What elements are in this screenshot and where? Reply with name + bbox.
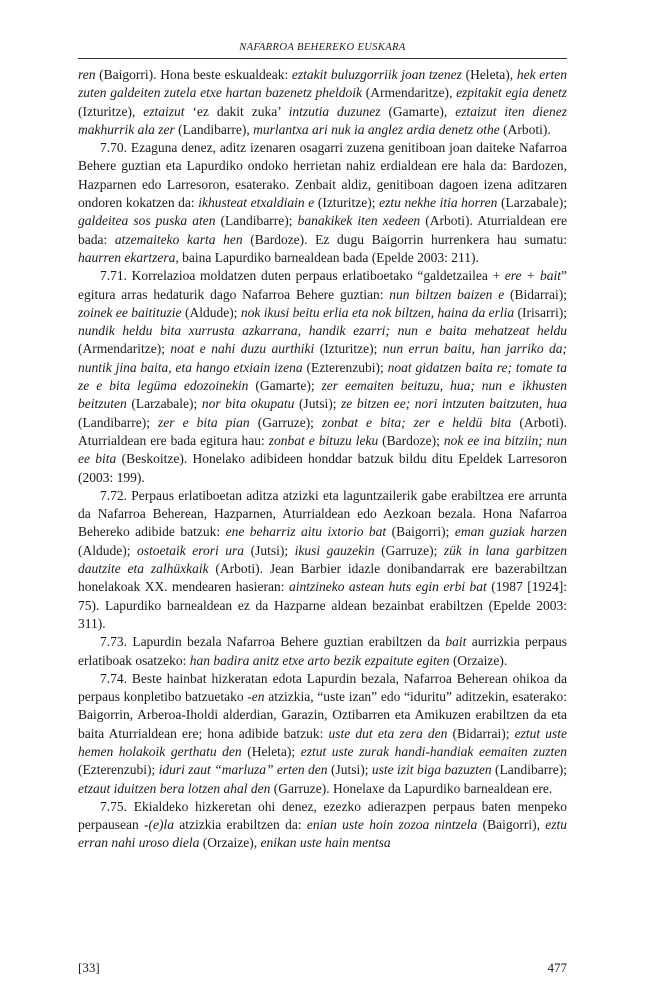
text-run: 7.70. Ezaguna denez, aditz izenaren osagarri zuzena genitiboan joan daiteke Nafarroa Behere guztian eta Lapurdiko ondoko herrietan nahiz erdialdean ere hala da: Bardozen, Hazparnen edo Larresoron, esaterako. Zenbait aldiz, genitiboan dagoen izena aditzaren ondoren kokatzen da: <box>78 140 567 211</box>
italic-example: uste izit biga bazuzten <box>371 762 492 778</box>
italic-example: ene beharriz aitu ixtorio bat <box>225 524 387 540</box>
body-text <box>78 66 567 853</box>
text-run: (Izturitze), <box>78 103 144 119</box>
text-run: (Gamarte); <box>248 378 322 394</box>
text-run: (Arboti). Jean Barbier idazle donibandarrak ere bazerabiltzan honelakoak XX. mendearen hasieran: <box>78 561 567 595</box>
text-run: (Landibarre); <box>491 762 567 778</box>
text-run: (Jutsi); <box>294 396 342 412</box>
text-run: (Gamarte), <box>380 103 456 119</box>
text-run: (Orzaize). <box>449 652 508 668</box>
paragraph-7-74 <box>78 670 567 798</box>
italic-example: nundik heldu bita xurrusta azkarrana, handik ezarri; nun e baita mehatzeat heldu <box>78 323 567 339</box>
italic-example: eztakit buluzgorriik joan tzenez <box>291 67 462 82</box>
italic-example: nun biltzen baizen e <box>389 286 505 302</box>
text-run: (Landibarre); <box>78 414 159 430</box>
italic-example: ostoetaik erori ura <box>137 542 245 558</box>
italic-example: eztaizut iten dienez makhurrik ala zer <box>78 103 568 137</box>
text-run: (Arboti). Aturrialdean ere bada: <box>78 213 567 247</box>
text-run: (Jutsi); <box>244 542 295 558</box>
italic-example: eztaizut <box>143 103 185 119</box>
text-run: (Baigorri); <box>386 524 455 540</box>
text-run: (Ezterenzubi); <box>302 359 388 375</box>
text-run: 7.73. Lapurdin bezala Nafarroa Behere guztian erabiltzen da <box>100 634 446 650</box>
text-run: (Baigorri). Hona beste eskualdeak: <box>95 67 292 82</box>
italic-example: murlantxa ari nuk ia anglez ardia denetz othe <box>253 121 500 137</box>
text-run: (Landibarre), <box>174 121 254 137</box>
italic-example: ren <box>78 67 96 82</box>
italic-example: -(e)la <box>144 817 174 833</box>
italic-example: zer eemaiten beituzu, hua; nun e ikhusten beitzuten <box>78 378 567 412</box>
italic-example: eztut uste zurak handi-handiak eemaiten zuzten <box>300 743 567 759</box>
text-run: (Arboti). Aturrialdean ere bada egitura hau: <box>78 414 567 448</box>
italic-example: noat e nahi duzu aurthiki <box>170 341 315 357</box>
italic-example: nun errun baitu, han jarriko da; nuntik jina baita, eta hango etxiain izena <box>78 341 568 375</box>
text-run: (Garruze); <box>374 542 444 558</box>
text-run: (Bardoze); <box>378 432 444 448</box>
text-run: (Orzaize), <box>199 835 261 851</box>
italic-example: ikusi gauzekin <box>294 542 375 558</box>
text-run: (Bardoze). Ez dugu Baigorrin hurrenkera hau sumatu: <box>242 231 567 247</box>
italic-example: enikan uste hain mentsa <box>260 835 391 851</box>
text-run: (Bidarrai); <box>447 725 515 741</box>
text-run: (Aldude); <box>181 304 241 320</box>
italic-example: hek erten zuten galdeiten zutela etxe hartan bazenetz pheldoik <box>78 67 567 101</box>
italic-example: zer e bita pian <box>158 414 250 430</box>
text-run: baina Lapurdiko barnealdean bada (Epelde 2003: 211). <box>178 249 479 265</box>
italic-example: uste dut eta zera den <box>328 725 448 741</box>
text-run: 7.75. Ekialdeko hizkeretan ohi denez, ezezko adierazpen perpaus baten menpeko perpausean <box>78 798 567 833</box>
italic-example: bait <box>445 634 467 650</box>
header-rule <box>78 58 567 59</box>
paragraph-7-70 <box>78 139 567 267</box>
text-run: aurrizkia perpaus erlatiboak osatzeko: <box>78 634 567 668</box>
text-run: (Izturitze); <box>314 341 383 357</box>
text-run: (Ezterenzubi); <box>78 762 159 778</box>
text-run: (Landibarre); <box>215 213 298 229</box>
text-run: 7.72. Perpaus erlatiboetan aditza atzizki eta laguntzailerik gabe erabiltzea ere arrunta da Nafarroa Beherean, Hazparnen, Aturrialdean edo Aezkoan bezala. Hona Nafarroa Behereko adibide batzuk: <box>78 487 567 540</box>
text-run: (Armendaritze); <box>78 341 171 357</box>
italic-example: ezpitakit egia denetz <box>456 85 567 101</box>
italic-example: enian uste hoin zozoa nintzela <box>306 817 478 833</box>
text-run: (Armendaritze), <box>362 85 457 101</box>
text-run: (Heleta); <box>241 743 301 759</box>
italic-example: nor bita okupatu <box>201 396 295 412</box>
italic-example: nok ikusi beitu erlia eta nok biltzen, haina da erlia <box>240 304 515 320</box>
paragraph-7-71 <box>78 267 567 487</box>
italic-example: eztu nekhe itia horren <box>379 195 498 211</box>
italic-example: ere + bait <box>504 268 561 284</box>
paragraph <box>78 66 567 139</box>
text-run: (Baigorri), <box>477 817 546 833</box>
italic-example: zonbat e bituzu leku <box>268 432 379 448</box>
text-run: (1987 [1924]: 75). Lapurdiko barnealdean ez da Hazparne aldean bezainbat erabiltzen (Epelde 2003: 311). <box>78 579 567 631</box>
folio-bracketed: [33] <box>78 960 100 975</box>
italic-example: zonbat e bita; zer e heldü bita <box>322 414 512 430</box>
italic-example: etzaut iduitzen bera lotzen ahal den <box>78 780 271 796</box>
text-run: (Arboti). <box>499 121 551 137</box>
italic-example: galdeitea sos puska aten <box>78 213 216 229</box>
text-run: atzizkia, “uste izan” edo “iduritu” aditzekin, esaterako: Baigorrin, Arberoa-Iholdi alderdian, Garazin, Oztibarren eta Amikuzen erabiltzen da eta baita Aturrialdean ere; hona adibide batzuk: <box>78 689 567 741</box>
text-run: (Jutsi); <box>327 762 372 778</box>
italic-example: eman guziak harzen <box>454 524 567 540</box>
text-run: (Bidarrai); <box>504 286 567 302</box>
italic-example: intzutia duzunez <box>288 103 381 119</box>
page-number: 477 <box>547 960 567 975</box>
paragraph-7-75 <box>78 798 567 853</box>
italic-example: noat gidatzen baita re; tomate ta ze e bita legüma edozoinekin <box>78 359 567 394</box>
italic-example: iduri zaut “marluza” erten den <box>158 762 328 778</box>
paragraph-7-73 <box>78 633 567 670</box>
text-run: atzizkia erabiltzen da: <box>174 817 307 833</box>
text-run: (Beskoitze). Honelako adibideen honddar batzuk bildu ditu Epeldek Larresoron (2003: 199). <box>78 451 567 485</box>
italic-example: nok ee ina bitziin; nun ee bita <box>78 432 568 467</box>
text-run: (Heleta), <box>461 67 517 82</box>
italic-example: ze bitzen ee; nori intzuten baitzuten, hua <box>341 396 567 412</box>
text-run: (Irisarri); <box>514 304 568 320</box>
italic-example: ikhusteat etxaldiain e <box>198 195 315 211</box>
italic-example: eztut uste hemen holakoik gerthatu den <box>78 725 567 759</box>
text-run: (Izturitze); <box>314 195 380 211</box>
italic-example: han badira anitz etxe arto bezik ezpaitute egiten <box>189 652 450 668</box>
italic-example: eztu erran nahi uroso diela <box>78 817 568 851</box>
italic-example: zoinek ee baitituzie <box>78 304 182 320</box>
text-run: (Garruze); <box>249 414 322 430</box>
text-run: ‘ez dakit zuka’ <box>184 103 289 119</box>
text-run: (Garruze). Honelaxe da Lapurdiko barnealdean ere. <box>270 780 553 796</box>
italic-example: -en <box>247 689 265 705</box>
italic-example: atzemaiteko karta hen <box>114 231 243 247</box>
text-run: ” egitura arras hedaturik dago Nafarroa Behere guztian: <box>78 268 567 302</box>
italic-example: haurren ekartzera, <box>78 249 179 265</box>
running-head: NAFARROA BEHEREKO EUSKARA <box>239 42 406 53</box>
paragraph-7-72 <box>78 487 567 633</box>
italic-example: aintzineko astean huts egin erbi bat <box>288 579 487 595</box>
italic-example: zük in lana garbitzen dautzite eta zalhüxkaik <box>78 542 567 577</box>
text-run: (Aldude); <box>78 542 138 558</box>
text-run: (Larzabale); <box>126 396 202 412</box>
text-run: (Larzabale); <box>497 195 567 211</box>
text-run: 7.74. Beste hainbat hizkeratan edota Lapurdin bezala, Nafarroa Beherean ohikoa da perpaus konpletibo batzuetako <box>78 670 567 705</box>
italic-example: banakikek iten xedeen <box>297 213 421 229</box>
text-run: 7.71. Korrelazioa moldatzen duten perpaus erlatiboetako “galdetzailea + <box>100 268 505 284</box>
